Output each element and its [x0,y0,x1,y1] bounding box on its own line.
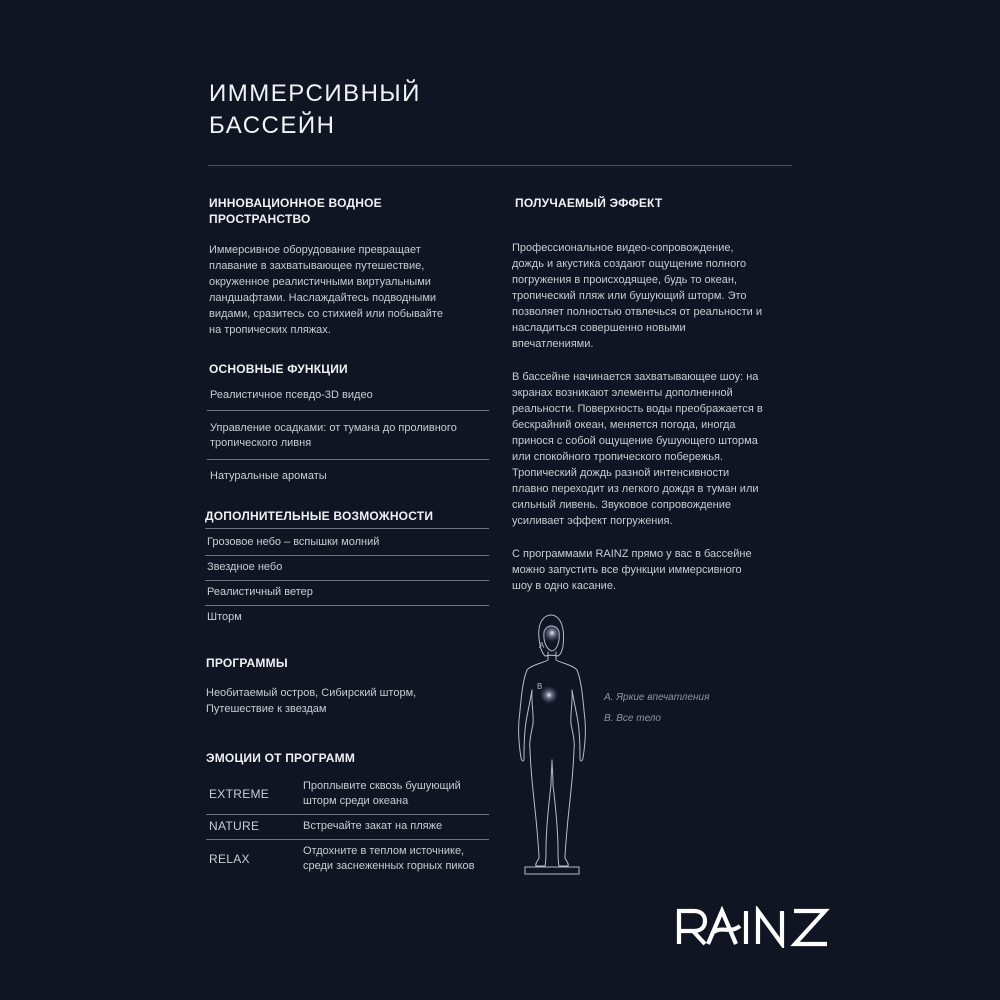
page-title-line-2: БАССЕЙН [209,112,336,139]
rainz-logo [676,906,836,948]
function-item: Натуральные ароматы [210,470,327,482]
extra-item: Звездное небо [207,561,283,573]
list-divider [207,459,489,460]
effect-paragraph-1: Профессиональное видео-сопровождение, дождь и акустика создают ощущение полного погружения в происходящее, будь то океан, тропический пляж или бушующий шторм. Это позволяет полностью отвлечься от реальности и насладиться совершенно новыми впечатлениями. [512,242,763,350]
intro-heading: ИННОВАЦИОННОЕ ВОДНОЕ ПРОСТРАНСТВО [209,196,382,226]
emotion-description: Отдохните в теплом источнике, среди заснеженных горных пиков [303,845,475,872]
effect-paragraph-3: С программами RAINZ прямо у вас в бассейне можно запустить все функции иммерсивного шоу в одно касание. [512,548,752,592]
glow-point-a [543,624,561,642]
page-title [209,78,609,142]
intro-paragraph: Иммерсивное оборудование превращает плавание в захватывающее путешествие, окруженное реалистичными виртуальными ландшафтами. Наслаждайтесь подводными видами, сразитесь со стихией или побывайте на тропических пляжах. [209,244,443,336]
table-divider [206,839,489,840]
list-divider [207,410,489,411]
effect-heading: ПОЛУЧАЕМЫЙ ЭФФЕКТ [515,196,663,210]
extra-item: Грозовое небо – вспышки молний [207,536,380,548]
emotion-label: EXTREME [209,787,270,801]
legend-a: А. Яркие впечатления [604,692,710,703]
base-plate [525,867,579,874]
function-item: Реалистичное псевдо-3D видео [210,389,373,401]
list-divider [205,528,489,529]
emotions-heading: ЭМОЦИИ ОТ ПРОГРАММ [206,751,356,765]
marker-b: B [537,682,543,691]
function-item: Управление осадками: от тумана до проливного тропического ливня [210,422,457,449]
title-divider [208,165,792,166]
effect-paragraph-2: В бассейне начинается захватывающее шоу: на экранах возникают элементы дополненной реальности. Поверхность воды преображается в бескрайний океан, меняется погода, иногда принося с собой ощущение бушующего шторма или спокойного тропического побережья. Тропический дождь разной интенсивности плавно переходит из легкого дождя в туман или сильный ливень. Звуковое сопровождение усиливает эффект погружения. [512,371,763,527]
emotion-label: NATURE [209,819,260,833]
list-divider [205,605,489,606]
functions-heading: ОСНОВНЫЕ ФУНКЦИИ [209,362,348,376]
table-divider [206,814,489,815]
programs-text: Необитаемый остров, Сибирский шторм, Путешествие к звездам [206,687,417,715]
emotion-description: Проплывите сквозь бушующий шторм среди океана [303,780,461,807]
list-divider [205,555,489,556]
extra-item: Реалистичный ветер [207,586,313,598]
list-divider [205,580,489,581]
legend-b: B. Все тело [604,713,661,724]
marker-a: А [539,641,545,650]
programs-heading: ПРОГРАММЫ [206,656,288,670]
glow-point-b [540,686,558,704]
emotion-label: RELAX [209,852,250,866]
emotion-description: Встречайте закат на пляже [303,820,443,832]
extra-item: Шторм [207,611,242,623]
body-figure-illustration [505,610,605,880]
page-title-line-1: ИММЕРСИВНЫЙ [209,80,421,107]
extras-heading: ДОПОЛНИТЕЛЬНЫЕ ВОЗМОЖНОСТИ [205,509,434,523]
